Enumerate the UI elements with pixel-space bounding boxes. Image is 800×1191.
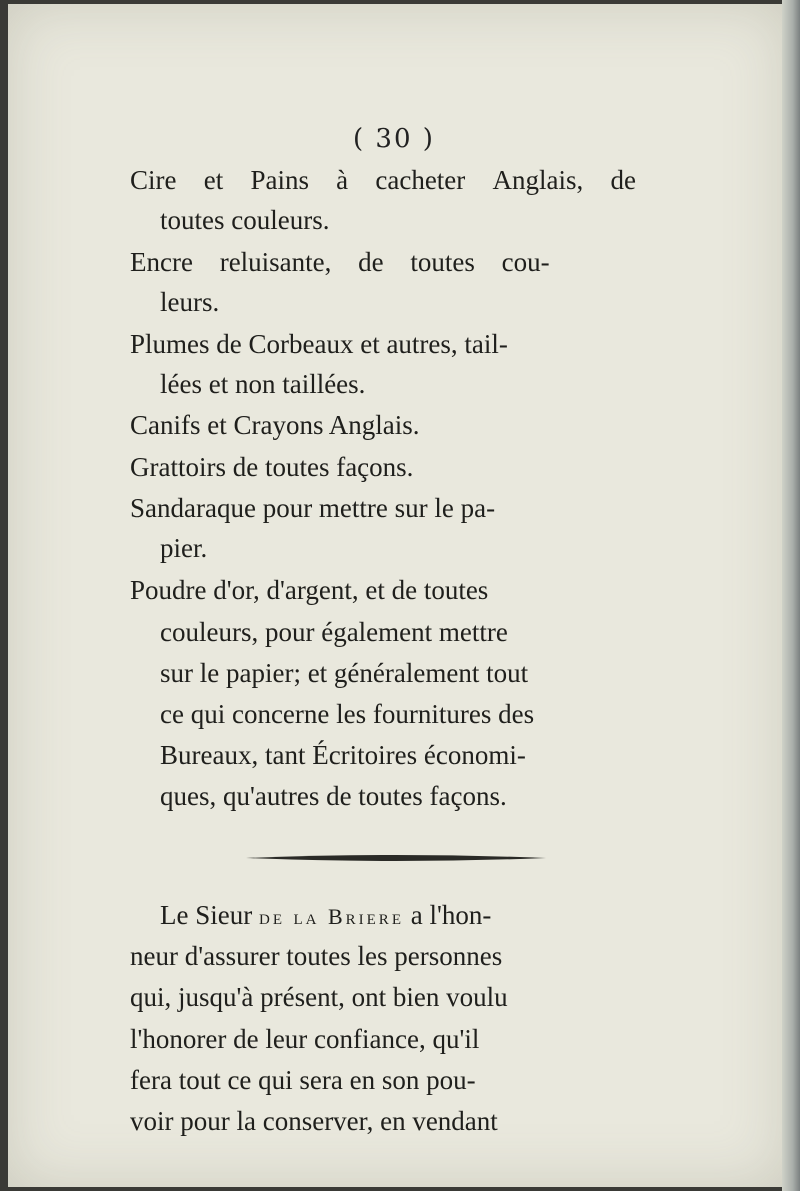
text-line: voir pour la conserver, en vendant	[130, 1106, 498, 1136]
text-line: lées et non taillées.	[160, 369, 366, 399]
text-line	[160, 895, 491, 938]
text-line: pier.	[160, 533, 208, 563]
decorative-rule	[246, 853, 546, 863]
page-number: ( 30 )	[353, 124, 435, 154]
page-edge	[782, 0, 800, 1191]
text-line: Canifs et Crayons Anglais.	[130, 410, 420, 440]
text-line: Sandaraque pour mettre sur le pa-	[130, 493, 496, 523]
text-run: a l'hon-	[410, 900, 492, 930]
text-line: Encre reluisante, de toutes cou-	[130, 247, 550, 277]
text-line: neur d'assurer toutes les personnes	[130, 941, 503, 971]
text-line: toutes couleurs.	[160, 205, 330, 235]
text-line: Grattoirs de toutes façons.	[130, 452, 414, 482]
text-line: Plumes de Corbeaux et autres, tail-	[130, 329, 508, 359]
text-line: Bureaux, tant Écritoires économi-	[160, 740, 526, 770]
text-line: fera tout ce qui sera en son pou-	[130, 1065, 476, 1095]
author-name: de la Briere	[258, 904, 404, 929]
text-line: qui, jusqu'à présent, ont bien voulu	[130, 982, 508, 1012]
text-line: Poudre d'or, d'argent, et de toutes	[130, 575, 489, 605]
text-line: sur le papier; et généralement tout	[160, 658, 529, 688]
text-line: ce qui concerne les fournitures des	[160, 699, 535, 729]
text-run: Le Sieur	[160, 900, 253, 930]
text-line: leurs.	[160, 287, 220, 317]
text-line: couleurs, pour également mettre	[160, 617, 508, 647]
text-line: Cire et Pains à cacheter Anglais, de	[130, 165, 636, 195]
text-line: l'honorer de leur confiance, qu'il	[130, 1024, 480, 1054]
text-line: ques, qu'autres de toutes façons.	[160, 781, 507, 811]
